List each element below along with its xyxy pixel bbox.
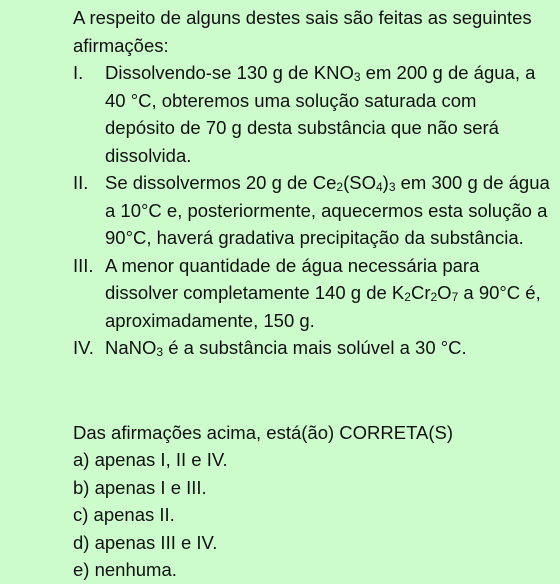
option-e[interactable]: e) nenhuma. xyxy=(73,559,177,580)
statements-list xyxy=(73,59,551,362)
option-c[interactable]: c) apenas II. xyxy=(73,504,175,525)
intro-text: A respeito de alguns destes sais são feitas as seguintes afirmações: xyxy=(73,7,532,56)
answer-options xyxy=(73,446,228,584)
option-d[interactable]: d) apenas III e IV. xyxy=(73,531,218,553)
statement-text: A menor quantidade de água necessária para dissolver completamente 140 g de K2Cr2O7 a 90°C é, aproximadamente, 150 g. xyxy=(105,254,541,331)
statement-i xyxy=(73,59,551,169)
question-prompt: Das afirmações acima, está(ão) CORRETA(S) xyxy=(73,422,454,443)
statement-text: Se dissolvermos 20 g de Ce2(SO4)3 em 300 g de água a 10°C e, posteriormente, aquecermos esta solução a 90°C, haverá gradativa precipitação da substância. xyxy=(105,172,550,248)
statement-text: Dissolvendo-se 130 g de KNO3 em 200 g de água, a 40 °C, obteremos uma solução saturada com depósito de 70 g desta substância que não será dissolvida. xyxy=(105,62,536,166)
option-a[interactable]: a) apenas I, II e IV. xyxy=(73,449,228,470)
statement-text: NaNO3 é a substância mais solúvel a 30 °C. xyxy=(105,337,467,359)
statement-iv xyxy=(73,334,551,362)
statement-iii xyxy=(73,252,551,335)
statement-number: III. xyxy=(73,254,94,276)
statement-number: II. xyxy=(73,172,89,193)
statement-number: I. xyxy=(73,62,84,83)
option-b[interactable]: b) apenas I e III. xyxy=(73,476,207,498)
statement-number: IV. xyxy=(73,337,94,358)
statement-ii xyxy=(73,169,551,252)
